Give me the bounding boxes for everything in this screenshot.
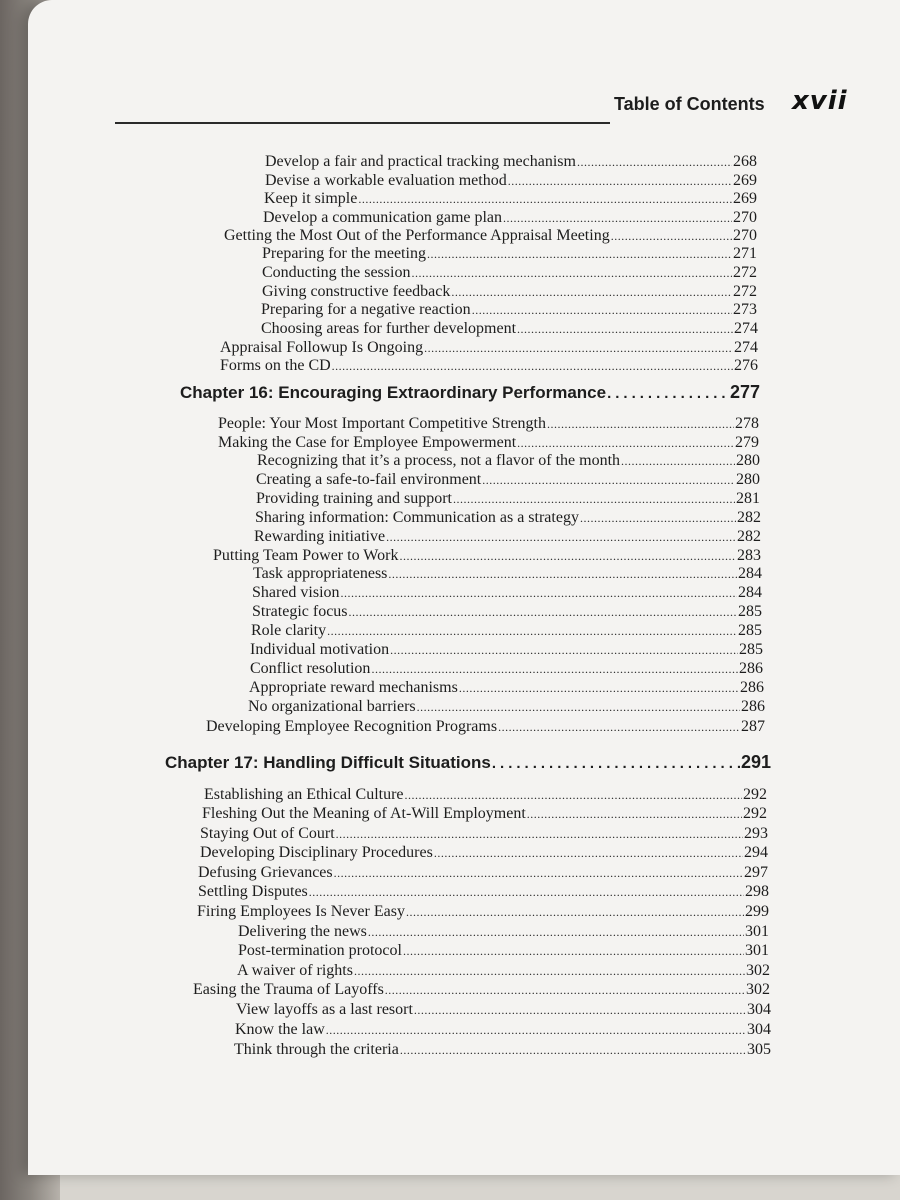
toc-entry-page: 291 [740, 752, 771, 772]
toc-entry-title: Choosing areas for further development [261, 320, 517, 337]
toc-entry-title: Appropriate reward mechanisms [249, 679, 458, 696]
toc-entry [218, 434, 759, 452]
dot-leader [406, 903, 744, 921]
dot-leader [621, 452, 735, 470]
toc-entry [193, 981, 770, 999]
toc-entry [265, 153, 757, 171]
toc-entry-title: Staying Out of Court [200, 825, 335, 842]
toc-chapter-entry [165, 753, 771, 775]
dot-leader [354, 962, 745, 980]
dot-leader [508, 172, 732, 190]
toc-entry-page: 282 [737, 528, 761, 545]
toc-entry-page: 284 [738, 565, 762, 582]
toc-entry-title: View layoffs as a last resort [236, 1001, 413, 1018]
toc-entry-page: 278 [735, 415, 759, 432]
toc-entry-title: Think through the criteria [234, 1041, 399, 1058]
toc-entry-page: 301 [745, 942, 769, 959]
toc-entry-title: Establishing an Ethical Culture [204, 786, 404, 803]
toc-entry-page: 286 [741, 698, 765, 715]
toc-entry-title: Putting Team Power to Work [213, 547, 399, 564]
toc-entry-page: 293 [744, 825, 768, 842]
toc-entry [200, 825, 768, 843]
toc-entry-title: Task appropriateness [253, 565, 388, 582]
dot-leader [580, 509, 736, 527]
toc-entry [198, 883, 769, 901]
dot-leader [341, 584, 737, 602]
toc-entry [253, 565, 762, 583]
toc-entry-title: Defusing Grievances [198, 864, 333, 881]
toc-entry-title: Creating a safe-to-fail environment [256, 471, 482, 488]
toc-entry [218, 415, 759, 433]
toc-entry-title: Chapter 17: Handling Difficult Situations [165, 753, 491, 772]
toc-entry-page: 273 [733, 301, 757, 318]
dot-leader [577, 153, 732, 171]
toc-entry-page: 282 [737, 509, 761, 526]
toc-entry-page: 269 [733, 190, 757, 207]
toc-entry-title: Forms on the CD [220, 357, 331, 374]
toc-entry [251, 622, 762, 640]
running-header-title: Table of Contents [614, 94, 765, 114]
dot-leader [607, 385, 729, 403]
toc-entry-title: No organizational barriers [248, 698, 416, 715]
toc-entry-page: 268 [733, 153, 757, 170]
toc-entry-title: Firing Employees Is Never Easy [197, 903, 405, 920]
toc-entry [202, 805, 767, 823]
dot-leader [400, 1041, 746, 1059]
dot-leader [332, 357, 733, 375]
toc-entry-title: Making the Case for Employee Empowerment [218, 434, 517, 451]
toc-entry-title: Giving constructive feedback [262, 283, 451, 300]
dot-leader [451, 283, 732, 301]
toc-entry-page: 301 [745, 923, 769, 940]
toc-entry [261, 320, 758, 338]
toc-entry-page: 297 [744, 864, 768, 881]
toc-entry [238, 942, 769, 960]
dot-leader [517, 320, 733, 338]
toc-entry-page: 286 [739, 660, 763, 677]
dot-leader [417, 698, 740, 716]
dot-leader [503, 209, 732, 227]
toc-entry [200, 844, 768, 862]
toc-entry-title: Conducting the session [262, 264, 411, 281]
toc-entry [249, 679, 764, 697]
toc-entry-page: 276 [734, 357, 758, 374]
toc-entry-title: Fleshing Out the Meaning of At-Will Employment [202, 805, 526, 822]
toc-chapter-entry [180, 383, 760, 405]
dot-leader [459, 679, 739, 697]
toc-entry-page: 305 [747, 1041, 771, 1058]
dot-leader [527, 805, 742, 823]
dot-leader [368, 923, 744, 941]
dot-leader [411, 264, 732, 282]
toc-entry [248, 698, 765, 716]
toc-entry [236, 1001, 771, 1019]
toc-entry-page: 279 [735, 434, 759, 451]
toc-entry-page: 298 [745, 883, 769, 900]
toc-entry [263, 209, 757, 227]
toc-entry-page: 274 [734, 320, 758, 337]
toc-entry-page: 280 [736, 452, 760, 469]
toc-entry-title: Strategic focus [252, 603, 348, 620]
toc-entry-page: 270 [733, 227, 757, 244]
toc-entry-page: 304 [747, 1021, 771, 1038]
dot-leader [517, 434, 734, 452]
toc-entry [237, 962, 770, 980]
toc-entry-title: Keep it simple [264, 190, 358, 207]
toc-entry-title: Develop a communication game plan [263, 209, 503, 226]
toc-entry-title: Develop a fair and practical tracking mechanism [265, 153, 576, 170]
toc-entry-page: 299 [745, 903, 769, 920]
dot-leader [336, 825, 743, 843]
dot-leader [472, 301, 732, 319]
dot-leader [434, 844, 743, 862]
dot-leader [405, 786, 742, 804]
toc-entry-title: Getting the Most Out of the Performance Appraisal Meeting [224, 227, 610, 244]
toc-entry [256, 490, 760, 508]
toc-entry-page: 285 [738, 622, 762, 639]
toc-entry-page: 294 [744, 844, 768, 861]
toc-entry-page: 292 [743, 786, 767, 803]
dot-leader [403, 942, 744, 960]
toc-entry-page: 286 [740, 679, 764, 696]
toc-entry-page: 270 [733, 209, 757, 226]
toc-entry [213, 547, 761, 565]
toc-entry-page: 280 [736, 471, 760, 488]
toc-entry [220, 357, 758, 375]
dot-leader [371, 660, 738, 678]
toc-entry-page: 285 [738, 603, 762, 620]
toc-entry [262, 245, 757, 263]
toc-entry [262, 283, 757, 301]
toc-entry [254, 528, 761, 546]
toc-entry-page: 284 [738, 584, 762, 601]
toc-entry-title: Providing training and support [256, 490, 452, 507]
dot-leader [424, 339, 733, 357]
toc-entry [264, 190, 757, 208]
toc-entry [256, 471, 760, 489]
toc-entry-title: Shared vision [252, 584, 340, 601]
toc-entry [257, 452, 760, 470]
dot-leader [482, 471, 735, 489]
toc-entry-page: 283 [737, 547, 761, 564]
toc-entry-title: Developing Disciplinary Procedures [200, 844, 433, 861]
toc-entry-title: Individual motivation [250, 641, 390, 658]
toc-entry-title: Recognizing that it’s a process, not a flavor of the month [257, 452, 621, 469]
toc-entry-title: Know the law [235, 1021, 325, 1038]
toc-entry-title: Preparing for the meeting [262, 245, 426, 262]
dot-leader [388, 565, 737, 583]
dot-leader [385, 981, 745, 999]
toc-entry-title: Devise a workable evaluation method [265, 172, 507, 189]
toc-entry-page: 302 [746, 962, 770, 979]
toc-entry-title: Conflict resolution [250, 660, 371, 677]
toc-entry [197, 903, 769, 921]
dot-leader [453, 490, 735, 508]
toc-entry-page: 302 [746, 981, 770, 998]
toc-entry-page: 274 [734, 339, 758, 356]
toc-entry-page: 271 [733, 245, 757, 262]
toc-entry-title: Rewarding initiative [254, 528, 386, 545]
dot-leader [492, 755, 740, 773]
toc-entry-title: Settling Disputes [198, 883, 308, 900]
toc-entry-page: 281 [736, 490, 760, 507]
toc-entry [204, 786, 767, 804]
toc-entry [252, 603, 762, 621]
dot-leader [390, 641, 738, 659]
dot-leader [358, 190, 732, 208]
toc-entry-page: 277 [729, 382, 760, 402]
dot-leader [309, 883, 744, 901]
dot-leader [498, 718, 740, 736]
toc-entry-title: People: Your Most Important Competitive Strength [218, 415, 546, 432]
dot-leader [427, 245, 732, 263]
toc-entry [250, 641, 763, 659]
toc-entry-page: 285 [739, 641, 763, 658]
toc-entry [224, 227, 757, 245]
toc-entry-page: 272 [733, 264, 757, 281]
dot-leader [547, 415, 734, 433]
toc-entry-title: A waiver of rights [237, 962, 353, 979]
toc-entry [255, 509, 761, 527]
toc-entry [238, 923, 769, 941]
dot-leader [386, 528, 736, 546]
toc-entry [261, 301, 757, 319]
toc-entry-title: Sharing information: Communication as a strategy [255, 509, 579, 526]
dot-leader [334, 864, 743, 882]
toc-entry-page: 304 [747, 1001, 771, 1018]
toc-entry-title: Preparing for a negative reaction [261, 301, 471, 318]
dot-leader [399, 547, 736, 565]
toc-entry-title: Post-termination protocol [238, 942, 402, 959]
dot-leader [327, 622, 737, 640]
dot-leader [349, 603, 737, 621]
toc-entry [234, 1041, 771, 1059]
toc-entry [252, 584, 762, 602]
toc-entry [206, 718, 765, 736]
toc-entry-page: 287 [741, 718, 765, 735]
toc-entry-title: Delivering the news [238, 923, 367, 940]
toc-entry-title: Chapter 16: Encouraging Extraordinary Performance [180, 383, 607, 402]
dot-leader [414, 1001, 746, 1019]
toc-entry [235, 1021, 771, 1039]
toc-entry-page: 272 [733, 283, 757, 300]
toc-entry-page: 292 [743, 805, 767, 822]
toc-entry-page: 269 [733, 172, 757, 189]
toc-entry [265, 172, 757, 190]
toc-entry [220, 339, 758, 357]
toc-entry [262, 264, 757, 282]
dot-leader [326, 1021, 746, 1039]
page-number: xvii [792, 86, 848, 116]
toc-entry-title: Developing Employee Recognition Programs [206, 718, 498, 735]
toc-entry-title: Role clarity [251, 622, 327, 639]
toc-entry-title: Easing the Trauma of Layoffs [193, 981, 384, 998]
dot-leader [611, 227, 732, 245]
toc-entry [250, 660, 763, 678]
toc-entry [198, 864, 768, 882]
toc-entry-title: Appraisal Followup Is Ongoing [220, 339, 424, 356]
